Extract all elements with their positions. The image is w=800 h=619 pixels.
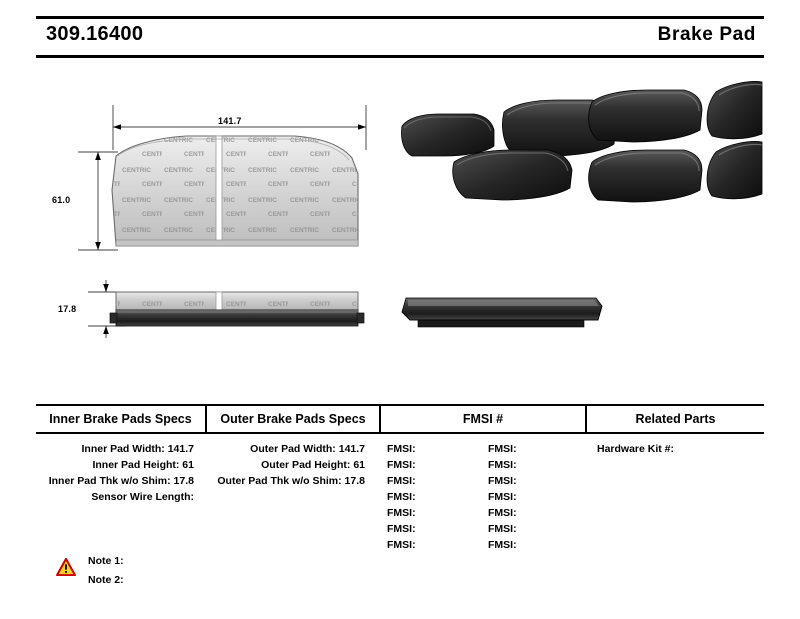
pad-front-view: [112, 136, 358, 246]
outer-specs-column: [207, 441, 381, 553]
column-header-fmsi: FMSI #: [381, 406, 587, 432]
pad-side-view: [110, 292, 364, 326]
list-item: FMSI:: [387, 507, 416, 519]
note-1: Note 1:: [88, 555, 124, 567]
pad-photo-group-inner: [401, 100, 616, 200]
list-item: FMSI:: [387, 491, 416, 503]
list-item: FMSI:: [488, 475, 517, 487]
list-item: FMSI:: [387, 539, 416, 551]
list-item: FMSI:: [488, 443, 517, 455]
specifications-table: [36, 404, 764, 553]
header-top-rule: [36, 16, 764, 19]
dimension-width-label: 141.7: [218, 116, 242, 126]
height-dimension-line: [78, 152, 118, 250]
list-item: FMSI:: [488, 507, 517, 519]
list-item: FMSI:: [387, 443, 416, 455]
header-bottom-rule: [36, 55, 764, 58]
document-header: [36, 16, 764, 58]
brake-pad-diagram: [36, 70, 764, 380]
list-item: FMSI:: [387, 475, 416, 487]
list-item: FMSI:: [488, 539, 517, 551]
table-header-row: [36, 404, 764, 434]
fmsi-right-list: [468, 441, 587, 553]
notes-section: [88, 552, 388, 590]
part-number: 309.16400: [46, 23, 144, 45]
technical-drawing-area: [36, 70, 764, 380]
list-item: Outer Pad Width: 141.7: [250, 443, 365, 455]
list-item: Inner Pad Width: 141.7: [81, 443, 194, 455]
list-item: FMSI:: [387, 459, 416, 471]
column-header-outer-specs: Outer Brake Pads Specs: [207, 406, 381, 432]
dimension-height-label: 61.0: [52, 195, 71, 205]
list-item: Hardware Kit #:: [597, 443, 675, 455]
list-item: FMSI:: [488, 459, 517, 471]
warning-triangle-icon: [56, 558, 76, 576]
page-title: Brake Pad: [657, 24, 756, 45]
list-item: Inner Pad Thk w/o Shim: 17.8: [48, 475, 194, 487]
list-item: Inner Pad Height: 61: [92, 459, 194, 471]
fmsi-left-list: [381, 441, 468, 553]
pad-photo-side-view: [402, 298, 602, 327]
fmsi-column: [381, 441, 587, 553]
column-header-inner-specs: Inner Brake Pads Specs: [36, 406, 207, 432]
dimension-thickness-label: 17.8: [58, 304, 77, 314]
list-item: FMSI:: [488, 523, 517, 535]
column-header-related-parts: Related Parts: [635, 412, 716, 426]
pad-photo-group-outer: [589, 81, 762, 202]
list-item: FMSI:: [387, 523, 416, 535]
list-item: FMSI:: [488, 491, 517, 503]
related-parts-column: [587, 441, 764, 553]
table-body: [36, 434, 764, 553]
note-2: Note 2:: [88, 574, 124, 586]
list-item: Sensor Wire Length:: [91, 491, 194, 503]
list-item: Outer Pad Height: 61: [261, 459, 365, 471]
inner-specs-column: [36, 441, 207, 553]
list-item: Outer Pad Thk w/o Shim: 17.8: [217, 475, 365, 487]
